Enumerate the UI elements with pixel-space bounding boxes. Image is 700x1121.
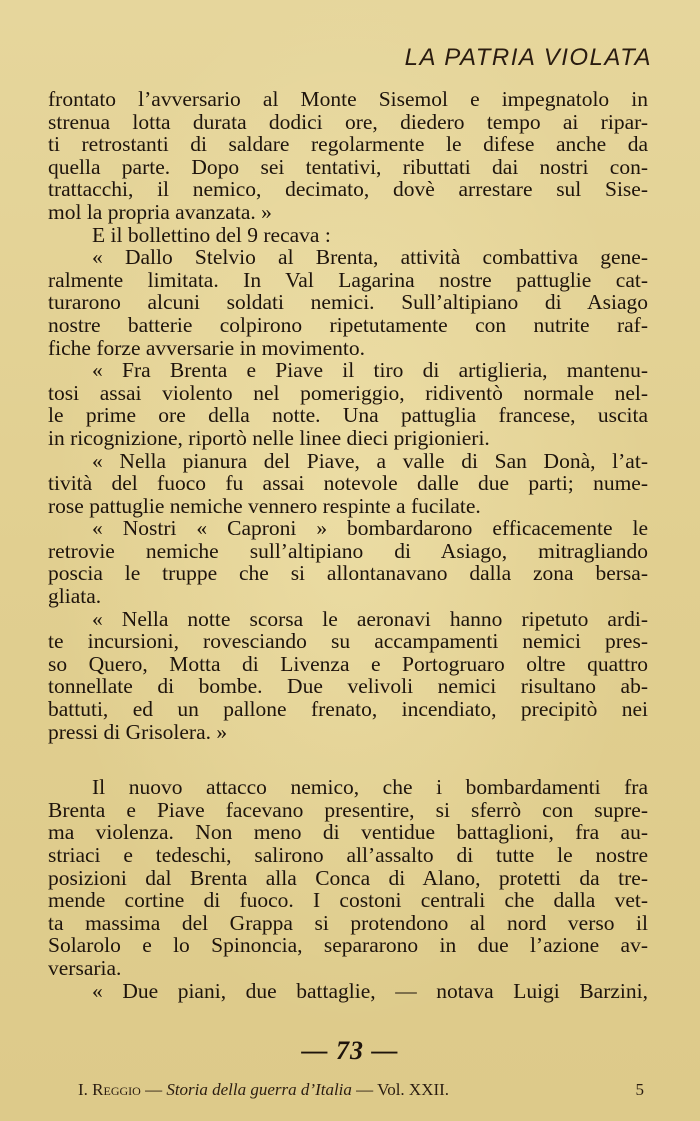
running-head: LA PATRIA VIOLATA	[404, 44, 652, 71]
paragraph-gap	[48, 743, 648, 776]
text-line: « Nella pianura del Piave, a valle di San Donà, l’at-	[92, 448, 648, 473]
text-line: « Dallo Stelvio al Brenta, attività combattiva gene-	[92, 245, 648, 270]
text-line: in ricognizione, riportò nelle linee dieci prigionieri.	[48, 425, 490, 450]
text-line: ma violenza. Non meno di ventidue battaglioni, fra au-	[48, 820, 648, 845]
text-line: so Quero, Motta di Livenza e Portogruaro oltre quattro	[48, 651, 648, 676]
text-line: te incursioni, rovesciando su accampamenti nemici pres-	[48, 629, 648, 654]
footer-volume: Vol. XXII.	[377, 1080, 450, 1099]
text-line: strenua lotta durata dodici ore, diedero tempo ai ripar-	[48, 109, 648, 134]
text-line: trattacchi, il nemico, decimato, dovè arrestare sul Sise-	[48, 177, 648, 202]
text-line: le prime ore della notte. Una pattuglia francese, uscita	[48, 403, 648, 428]
signature-mark: 5	[635, 1080, 644, 1099]
text-line: tosi assai violento nel pomeriggio, ridiventò normale nel-	[48, 380, 648, 405]
footer-author: I. Reggio	[78, 1080, 141, 1099]
text-line: ralmente limitata. In Val Lagarina nostre pattuglie cat-	[48, 267, 648, 292]
text-line: retrovie nemiche sull’altipiano di Asiago, mitragliando	[48, 538, 648, 563]
text-line: poscia le truppe che si allontanavano dalla zona bersa-	[48, 561, 648, 586]
text-line: « Nella notte scorsa le aeronavi hanno ripetuto ardi-	[92, 606, 648, 631]
body-text	[48, 88, 648, 1002]
text-line: E il bollettino del 9 recava :	[92, 222, 331, 247]
footer-separator: —	[351, 1080, 378, 1099]
text-line: rose pattuglie nemiche vennero respinte a fucilate.	[48, 493, 481, 518]
text-line: Brenta e Piave facevano presentire, si sferrò con supre-	[48, 797, 648, 822]
text-line: « Due piani, due battaglie, — notava Luigi Barzini,	[92, 978, 648, 1003]
text-line: nostre batterie colpirono ripetutamente con nutrite raf-	[48, 312, 648, 337]
text-line: versaria.	[48, 955, 122, 980]
text-line: battuti, ed un pallone frenato, incendiato, precipitò nei	[48, 697, 648, 722]
footer-separator: —	[140, 1080, 167, 1099]
footer-citation	[78, 1080, 449, 1100]
text-line: mende cortine di fuoco. I costoni centrali che dalla vet-	[48, 888, 648, 913]
text-line: gliata.	[48, 584, 102, 609]
page-number: — 73 —	[301, 1036, 399, 1065]
text-line: turarono alcuni soldati nemici. Sull’altipiano di Asiago	[48, 290, 648, 315]
footer-title: Storia della guerra d’Italia	[166, 1080, 352, 1099]
text-line: fiche forze avversarie in movimento.	[48, 335, 365, 360]
text-line: mol la propria avanzata. »	[48, 199, 272, 224]
text-line: quella parte. Dopo sei tentativi, ributtati dai nostri con-	[48, 154, 648, 179]
text-line: pressi di Grisolera. »	[48, 719, 228, 744]
text-line: Il nuovo attacco nemico, che i bombardamenti fra	[92, 775, 648, 800]
text-line: Solarolo e lo Spinoncia, separarono in due l’azione av-	[48, 933, 648, 958]
text-line: frontato l’avversario al Monte Sisemol e impegnatolo in	[48, 87, 648, 111]
text-line: ti retrostanti di saldare regolarmente le difese anche da	[48, 132, 648, 157]
text-line: ta massima del Grappa si protendono al nord verso il	[48, 910, 648, 935]
text-line: tonnellate di bombe. Due velivoli nemici risultano ab-	[48, 674, 648, 699]
text-line: « Fra Brenta e Piave il tiro di artiglieria, mantenu-	[92, 358, 648, 383]
text-line: tività del fuoco fu assai notevole dalle due parti; nume-	[48, 471, 648, 496]
text-line: posizioni dal Brenta alla Conca di Alano, protetti da tre-	[48, 865, 648, 890]
text-line: « Nostri « Caproni » bombardarono efficacemente le	[92, 516, 648, 541]
text-line: striaci e tedeschi, salirono all’assalto di tutte le nostre	[48, 843, 648, 867]
